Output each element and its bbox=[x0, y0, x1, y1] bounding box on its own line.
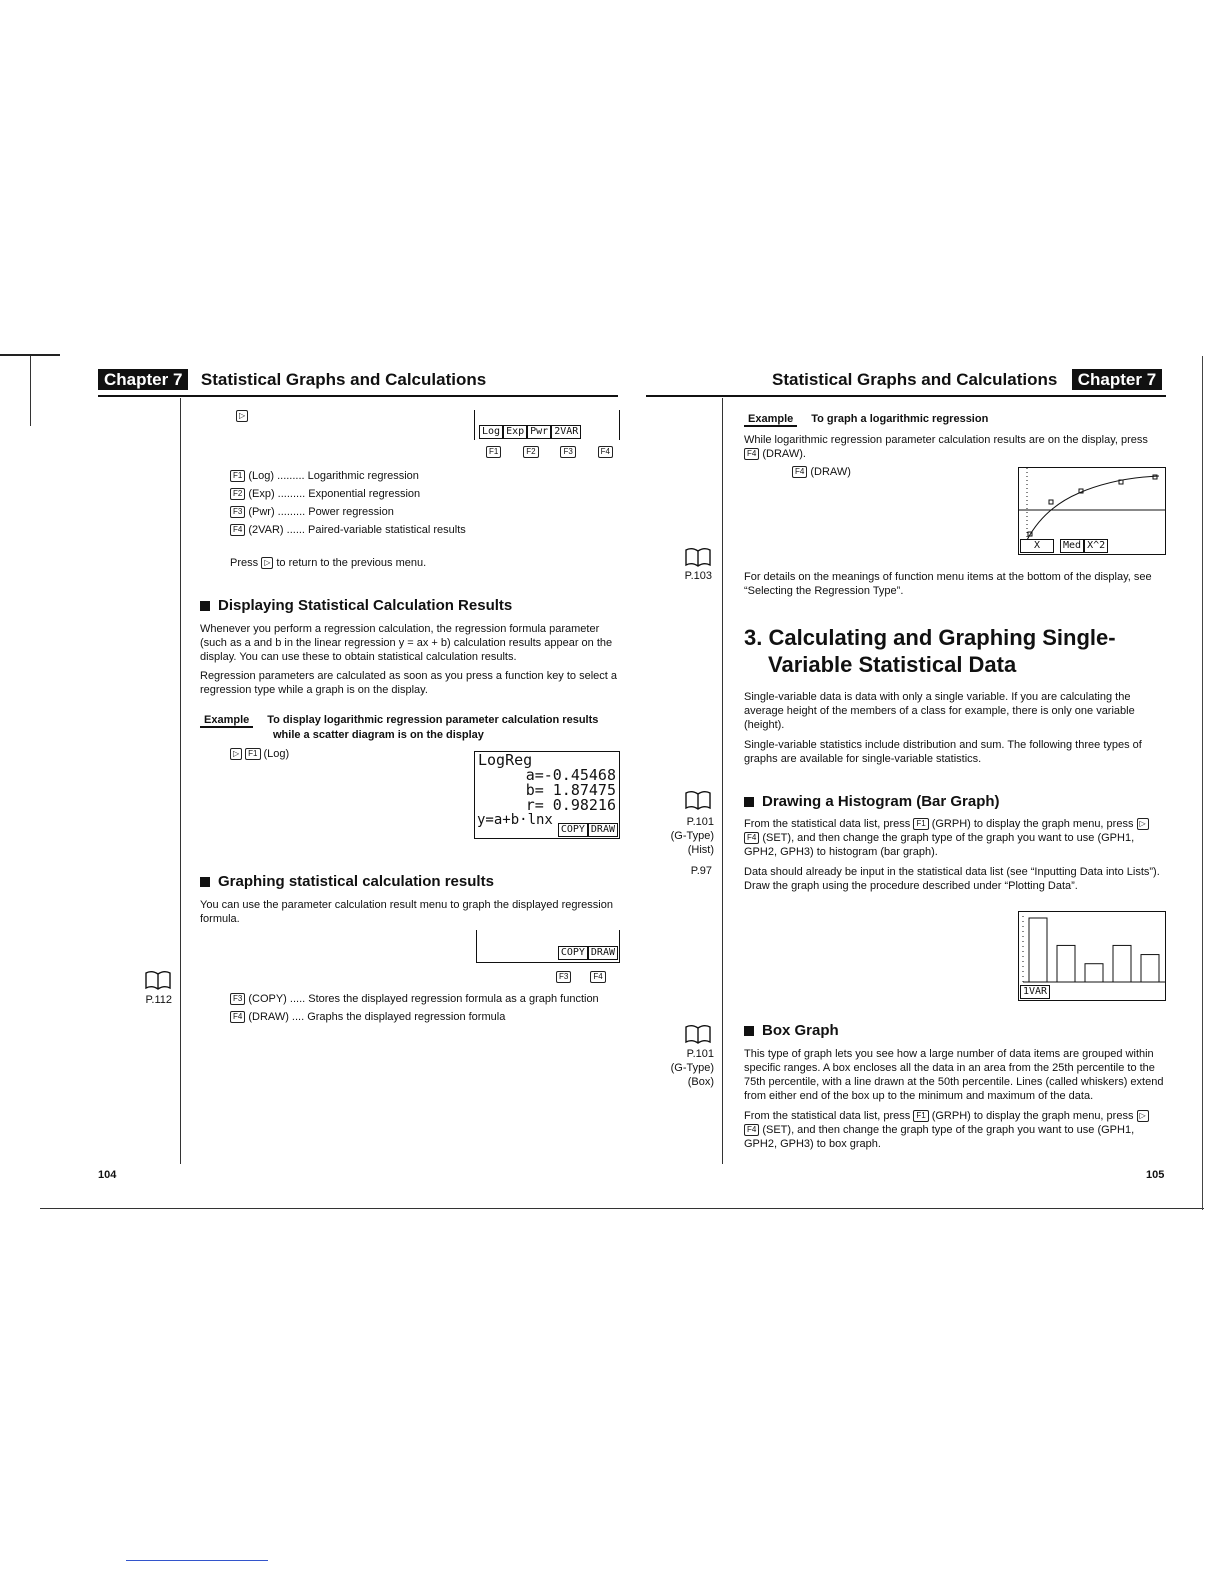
page-number: 104 bbox=[98, 1169, 117, 1181]
softkey-log: Log bbox=[479, 425, 503, 439]
section-heading-graphing: Graphing statistical calculation results bbox=[200, 873, 494, 890]
menu-display bbox=[474, 410, 620, 440]
softkey-exp: Exp bbox=[503, 425, 527, 439]
header-rule bbox=[98, 395, 618, 397]
details-text: For details on the meanings of function menu items at the bottom of the display, see “Selecting the Regression Type”. bbox=[744, 571, 1152, 597]
header-title: Statistical Graphs and Calculations bbox=[772, 370, 1058, 389]
fkey-row: F3 F4 bbox=[556, 968, 609, 986]
reference-book-icon bbox=[684, 547, 712, 567]
log-regression-graph bbox=[1018, 467, 1166, 555]
function-item: F1 (Log) ......... Logarithmic regression bbox=[230, 467, 466, 485]
press-return-text: Press ▷ to return to the previous menu. bbox=[230, 557, 427, 569]
fkey-label: F2 bbox=[523, 446, 538, 458]
fkey-label: F1 bbox=[486, 446, 501, 458]
fkey-label: F4 bbox=[598, 446, 613, 458]
example-block: Example To graph a logarithmic regression bbox=[744, 409, 988, 427]
chapter-tab: Chapter 7 bbox=[98, 369, 188, 390]
function-item: F4 (DRAW) .... Graphs the displayed regression formula bbox=[230, 1008, 599, 1026]
histogram-display bbox=[1018, 911, 1166, 1001]
function-list bbox=[230, 467, 466, 539]
softkey-pwr: Pwr bbox=[527, 425, 551, 439]
margin-ref: P.101 (G-Type) (Hist) bbox=[670, 816, 714, 856]
copy-draw-display: COPY DRAW bbox=[476, 930, 620, 963]
scan-edge-mark bbox=[1202, 356, 1203, 1210]
example-keys: ▷ F1 (Log) bbox=[230, 747, 289, 761]
chapter-section-heading: 3. Calculating and Graphing Single- Variable Statistical Data bbox=[744, 625, 1116, 677]
page-number: 105 bbox=[1146, 1169, 1165, 1181]
header-rule bbox=[646, 395, 1166, 397]
section1-paragraph: Regression parameters are calculated as soon as you press a function key to select a regression type while a graph is on the display. bbox=[200, 670, 618, 696]
histogram-bar bbox=[1057, 945, 1075, 982]
fkey-label: F3 bbox=[560, 446, 575, 458]
histogram-bar bbox=[1141, 955, 1159, 982]
left-header bbox=[98, 370, 486, 390]
margin-rule bbox=[722, 398, 723, 1164]
page-bottom-rule bbox=[40, 1208, 1204, 1209]
histogram-paragraph: From the statistical data list, press F1 (GRPH) to display the graph menu, press ▷F4 (SET), and then change the graph type of the graph you want to use (GPH1, GPH2, GPH3) to histogram (bar graph). bbox=[744, 817, 1164, 859]
right-header bbox=[772, 370, 1162, 390]
margin-ref: P.112 bbox=[145, 994, 172, 1006]
margin-ref: P.103 bbox=[684, 570, 712, 582]
histogram-bar bbox=[1029, 918, 1047, 982]
scan-edge-mark bbox=[126, 1560, 268, 1561]
example-label: Example bbox=[200, 714, 253, 728]
histogram-bar bbox=[1113, 945, 1131, 982]
softkey-med: Med bbox=[1060, 539, 1084, 553]
margin-ref: P.97 bbox=[690, 865, 712, 877]
function-item: F4 (2VAR) ...... Paired-variable statistical results bbox=[230, 521, 466, 539]
example-paragraph: While logarithmic regression parameter calculation results are on the display, press F4 (DRAW). bbox=[744, 434, 1148, 460]
softkey-2var: 2VAR bbox=[551, 425, 581, 439]
intro-paragraph: Single-variable statistics include distribution and sum. The following three types of graphs are available for single-variable statistics. bbox=[744, 739, 1142, 765]
function-item: F3 (Pwr) ......... Power regression bbox=[230, 503, 466, 521]
fkey-row bbox=[486, 446, 616, 458]
example-label: Example bbox=[744, 413, 797, 427]
header-title: Statistical Graphs and Calculations bbox=[200, 370, 487, 389]
example-block: Example To display logarithmic regression parameter calculation results while a scatter diagram is on the display bbox=[200, 710, 620, 741]
section2-paragraph: You can use the parameter calculation result menu to graph the displayed regression formula. bbox=[200, 899, 613, 925]
section-heading-display-results: Displaying Statistical Calculation Results bbox=[200, 597, 512, 614]
function-item: F2 (Exp) ......... Exponential regression bbox=[230, 485, 466, 503]
function-item: F3 (COPY) ..... Stores the displayed regression formula as a graph function bbox=[230, 990, 599, 1008]
softkey-x2: X^2 bbox=[1084, 539, 1108, 553]
margin-rule bbox=[180, 398, 181, 1164]
histogram-bar bbox=[1085, 964, 1103, 982]
box-graph-paragraph: From the statistical data list, press F1 (GRPH) to display the graph menu, press ▷F4 (SET), and then change the graph type of the graph you want to use (GPH1, GPH2, GPH3) to box graph. bbox=[744, 1109, 1164, 1151]
lcd-logreg: LogReg a=-0.45468 b= 1.87475 r= 0.98216 y=a+b·lnx COPY DRAW bbox=[474, 751, 620, 839]
chapter-tab: Chapter 7 bbox=[1072, 369, 1162, 390]
reference-book-icon bbox=[684, 790, 712, 810]
example-keys: F4 (DRAW) bbox=[792, 465, 851, 479]
box-graph-paragraph: This type of graph lets you see how a large number of data items are grouped within specific ranges. A box encloses all the data in an area from the 25th percentile to the 75th percentile, with a line drawn at the 50th percentile. Lines (called whiskers) extend from either end of the box up to the minimum and maximum of the data. bbox=[744, 1048, 1164, 1102]
histogram-heading: Drawing a Histogram (Bar Graph) bbox=[744, 793, 1000, 810]
reference-book-icon bbox=[684, 1024, 712, 1044]
reference-book-icon bbox=[144, 970, 172, 990]
next-key: ▷ bbox=[236, 407, 251, 425]
intro-paragraph: Single-variable data is data with only a single variable. If you are calculating the average height of the members of a class for example, there is only one variable (height). bbox=[744, 691, 1135, 731]
softkey-1var: 1VAR bbox=[1020, 985, 1050, 999]
histogram-paragraph: Data should already be input in the statistical data list (see “Inputting Data into Lists”). Draw the graph using the procedure described under “Plotting Data”. bbox=[744, 866, 1160, 892]
section1-paragraph: Whenever you perform a regression calculation, the regression formula parameter (such as a and b in the linear regression y = ax + b) calculation results appear on the display. You can use these to obtain statistical calculation results. bbox=[200, 623, 613, 663]
function-list-2 bbox=[230, 990, 599, 1026]
box-graph-heading: Box Graph bbox=[744, 1022, 839, 1039]
softkey-x: X bbox=[1020, 539, 1054, 553]
scan-edge-mark bbox=[30, 356, 31, 426]
margin-ref: P.101 (G-Type) (Box) bbox=[670, 1048, 714, 1088]
